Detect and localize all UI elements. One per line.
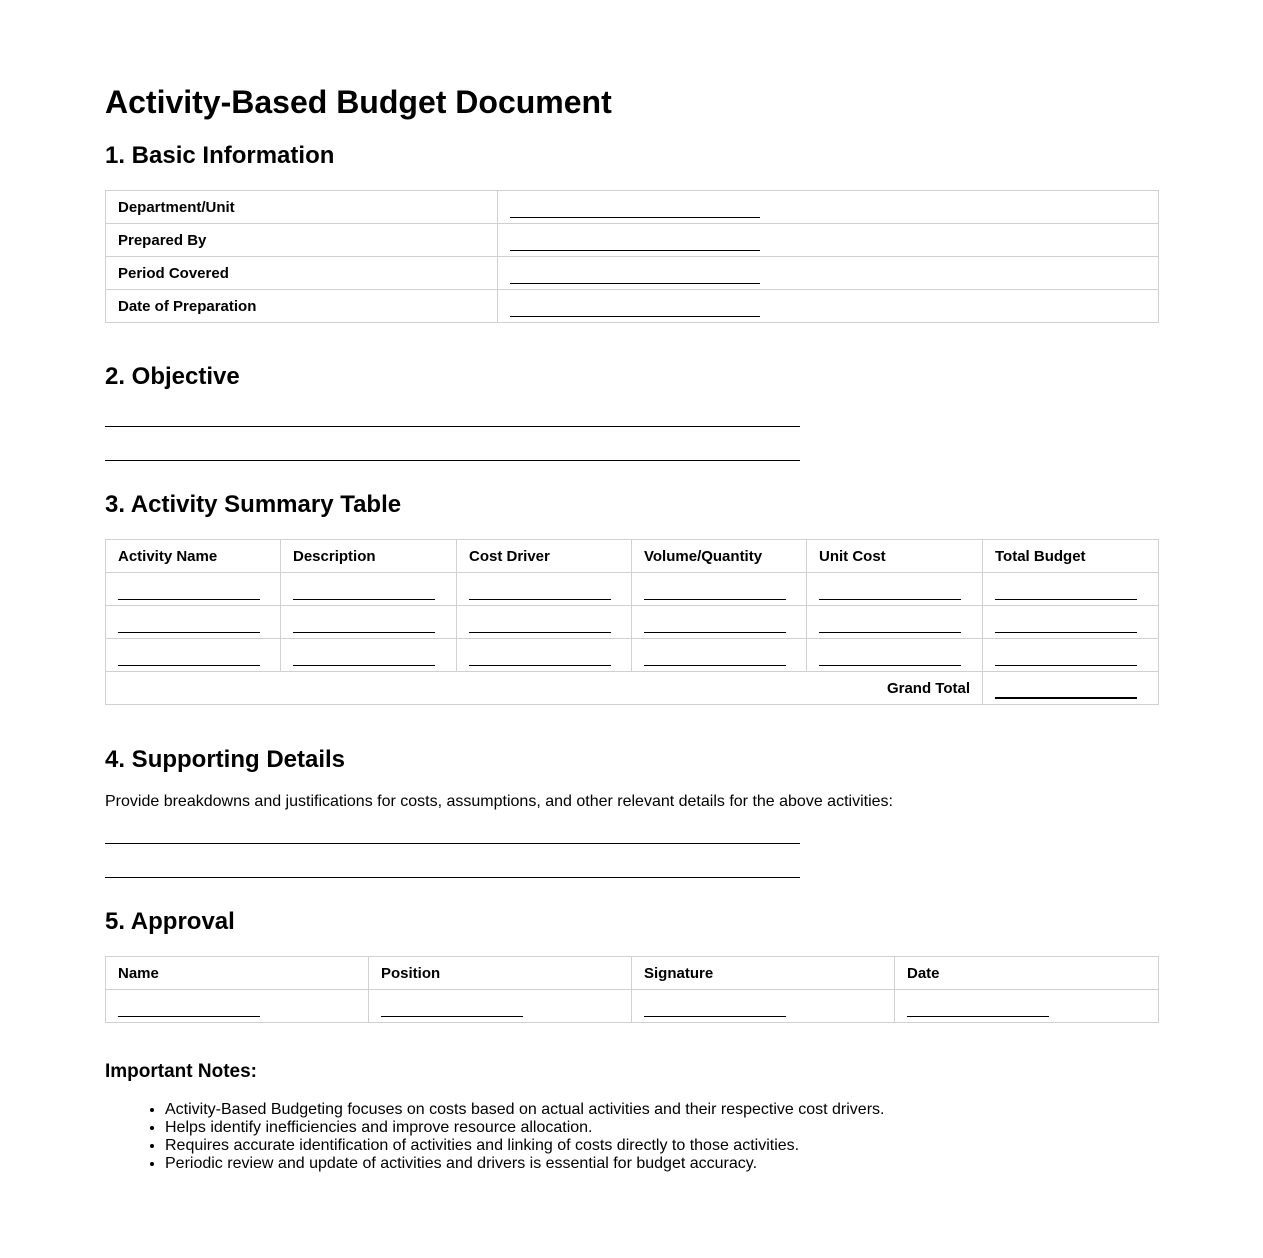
blank-line [469,585,611,600]
approval-table [105,956,1159,1023]
activity-summary-table [105,539,1159,705]
section-heading-activity: 3. Activity Summary Table [105,491,402,518]
col-header-description: Description [281,540,457,573]
cell-volume[interactable] [632,639,807,672]
blank-line [995,585,1137,600]
blank-line [995,618,1137,633]
list-item: • Helps identify inefficiencies and improve resource allocation. [165,1119,884,1137]
cell-description[interactable] [281,573,457,606]
blank-line [469,651,611,666]
blank-line [644,585,786,600]
cell-approver-signature[interactable] [632,990,895,1023]
supporting-line-2[interactable] [105,877,800,878]
blank-line [469,618,611,633]
grand-total-field[interactable] [983,672,1159,705]
field-period[interactable] [498,257,1159,290]
blank-line [644,1002,786,1017]
blank-line [819,585,961,600]
cell-unit-cost[interactable] [807,639,983,672]
cell-total-budget[interactable] [983,606,1159,639]
blank-line [819,651,961,666]
cell-cost-driver[interactable] [457,639,632,672]
table-row [106,606,1159,639]
table-row [106,573,1159,606]
blank-line [995,651,1137,666]
grand-total-row [106,672,1159,705]
blank-line [118,651,260,666]
blank-line [118,1002,260,1017]
blank-line [118,585,260,600]
blank-line [510,203,760,218]
grand-total-label: Grand Total [106,672,983,705]
list-item: • Activity-Based Budgeting focuses on costs based on actual activities and their respective cost drivers. [165,1101,884,1119]
field-label-period: Period Covered [106,257,498,290]
col-header-cost-driver: Cost Driver [457,540,632,573]
cell-approver-name[interactable] [106,990,369,1023]
table-row [106,257,1159,290]
table-header-row [106,540,1159,573]
supporting-line-1[interactable] [105,843,800,844]
blank-line [293,585,435,600]
col-header-position: Position [369,957,632,990]
blank-line [995,683,1137,699]
col-header-signature: Signature [632,957,895,990]
cell-activity-name[interactable] [106,606,281,639]
basic-info-table [105,190,1159,323]
cell-cost-driver[interactable] [457,606,632,639]
col-header-date: Date [895,957,1159,990]
cell-volume[interactable] [632,606,807,639]
list-item: • Periodic review and update of activities and drivers is essential for budget accuracy. [165,1155,884,1173]
objective-line-1[interactable] [105,426,800,427]
document-title: Activity-Based Budget Document [105,84,612,120]
field-prepared-by[interactable] [498,224,1159,257]
field-label-department: Department/Unit [106,191,498,224]
cell-volume[interactable] [632,573,807,606]
table-row [106,990,1159,1023]
notes-list [105,1101,884,1173]
col-header-unit-cost: Unit Cost [807,540,983,573]
cell-activity-name[interactable] [106,573,281,606]
blank-line [381,1002,523,1017]
cell-cost-driver[interactable] [457,573,632,606]
table-row [106,224,1159,257]
table-header-row [106,957,1159,990]
blank-line [644,651,786,666]
blank-line [510,302,760,317]
section-heading-basic-info: 1. Basic Information [105,142,335,169]
list-item: • Requires accurate identification of activities and linking of costs directly to those activities. [165,1137,884,1155]
field-date-prep[interactable] [498,290,1159,323]
blank-line [510,236,760,251]
blank-line [293,651,435,666]
cell-unit-cost[interactable] [807,606,983,639]
notes-heading: Important Notes: [105,1061,257,1082]
blank-line [907,1002,1049,1017]
table-row [106,639,1159,672]
cell-approver-date[interactable] [895,990,1159,1023]
field-department[interactable] [498,191,1159,224]
blank-line [819,618,961,633]
cell-description[interactable] [281,606,457,639]
cell-unit-cost[interactable] [807,573,983,606]
cell-description[interactable] [281,639,457,672]
table-row [106,290,1159,323]
blank-line [644,618,786,633]
col-header-volume: Volume/Quantity [632,540,807,573]
objective-line-2[interactable] [105,460,800,461]
blank-line [510,269,760,284]
field-label-date-prep: Date of Preparation [106,290,498,323]
blank-line [293,618,435,633]
section-heading-approval: 5. Approval [105,908,235,935]
section-heading-supporting: 4. Supporting Details [105,746,346,773]
cell-approver-position[interactable] [369,990,632,1023]
supporting-instructions: Provide breakdowns and justifications for costs, assumptions, and other relevant details for the above activities: [105,793,893,810]
cell-activity-name[interactable] [106,639,281,672]
col-header-total-budget: Total Budget [983,540,1159,573]
cell-total-budget[interactable] [983,639,1159,672]
col-header-name: Name [106,957,369,990]
col-header-activity-name: Activity Name [106,540,281,573]
blank-line [118,618,260,633]
field-label-prepared-by: Prepared By [106,224,498,257]
cell-total-budget[interactable] [983,573,1159,606]
table-row [106,191,1159,224]
section-heading-objective: 2. Objective [105,363,240,390]
